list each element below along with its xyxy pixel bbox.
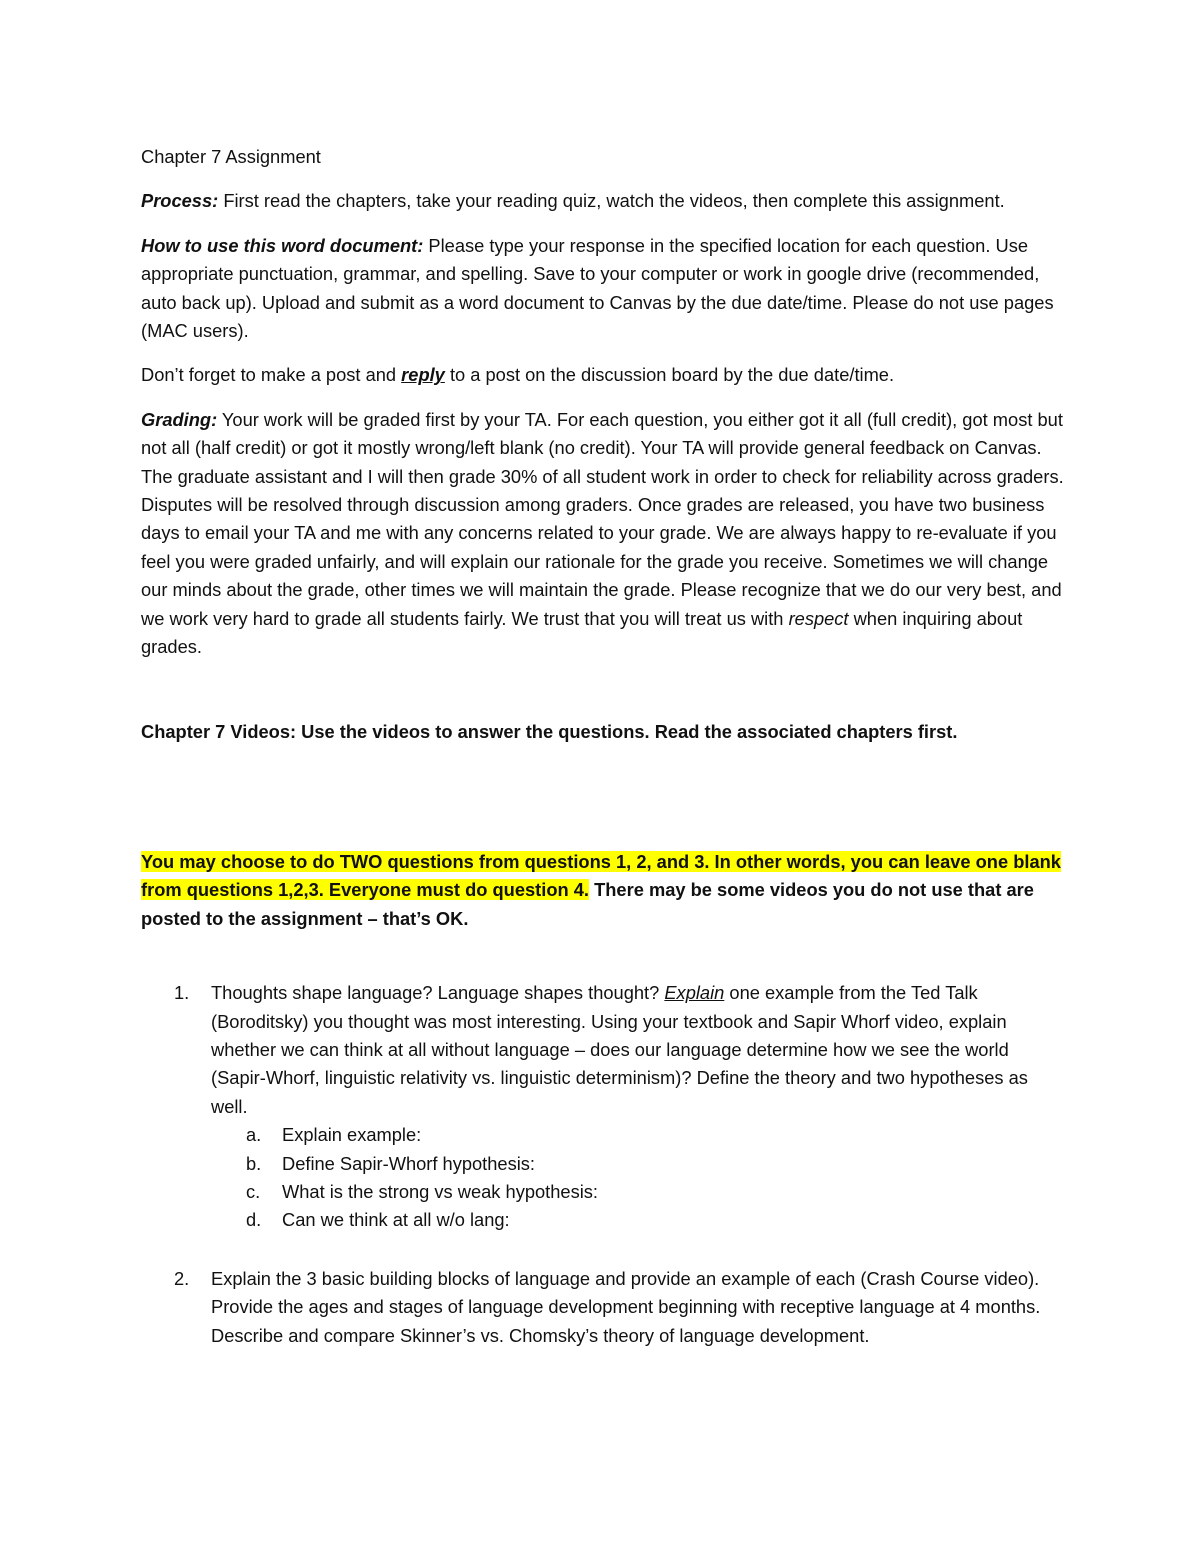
how-to-label: How to use this word document:	[141, 234, 424, 256]
sub-question-letter: c.	[246, 1180, 261, 1202]
reminder-text-before: Don’t forget to make a post and	[141, 364, 402, 386]
grading-text-1: Your work will be graded first by your TA. For each question, you either got it all (full credit), got most but not all (half credit) or got it mostly wrong/left blank (no credit). Your TA will provide general feedback on Canvas. The graduate assistant and I will then grade 30% of all student work in order to check for reliability across graders. Disputes will be resolved through discussion among graders. Once grades are released, you have two business days to email your TA and me with any concerns related to your grade. We are always happy to re-evaluate if you feel you were graded unfairly, and will explain our rationale for the grade you receive. Sometimes we will change our minds about the grade, other times we will maintain the grade. Please recognize that we do our very best, and we work very hard to grade all students fairly. We trust that you will treat us with	[141, 408, 1064, 629]
document-title: Chapter 7 Assignment	[141, 146, 321, 167]
sub-question-letter: b.	[246, 1152, 262, 1174]
grading-label: Grading:	[141, 408, 218, 430]
question-number: 2.	[174, 1267, 190, 1289]
sub-question-list	[211, 1121, 1066, 1235]
question-text-after: one example from the Ted Talk (Boroditsky) you thought was most interesting. Using your textbook and Sapir Whorf video, explain whether we can think at all without language – does our language determine how we see the world (Sapir-Whorf, linguistic relativity vs. linguistic determinism)? Define the theory and two hypotheses as well.	[211, 982, 1028, 1117]
sub-question-letter: d.	[246, 1209, 262, 1231]
question-number: 1.	[174, 982, 190, 1004]
videos-heading: Chapter 7 Videos: Use the videos to answer the questions. Read the associated chapters first.	[141, 720, 958, 742]
grading-paragraph	[141, 406, 1066, 662]
reminder-paragraph	[141, 361, 1066, 389]
sub-question-letter: a.	[246, 1124, 262, 1146]
how-to-text: Please type your response in the specified location for each question. Use appropriate punctuation, grammar, and spelling. Save to your computer or work in google drive (recommended, auto back up). Upload and submit as a word document to Canvas by the due date/time. Please do not use pages (MAC users).	[141, 234, 1054, 342]
sub-question-b	[211, 1150, 1066, 1178]
process-paragraph	[141, 187, 1066, 215]
reminder-emphasis: reply	[401, 364, 445, 386]
sub-question-text: Can we think at all w/o lang:	[282, 1209, 510, 1231]
reminder-text-after: to a post on the discussion board by the due date/time.	[444, 364, 895, 386]
question-item-2	[141, 1265, 1066, 1350]
question-list	[141, 979, 1066, 1350]
sub-question-text: Explain example:	[282, 1124, 422, 1146]
question-emphasis: Explain	[664, 982, 725, 1004]
sub-question-text: What is the strong vs weak hypothesis:	[282, 1180, 599, 1202]
sub-question-text: Define Sapir-Whorf hypothesis:	[282, 1152, 536, 1174]
sub-question-d	[211, 1206, 1066, 1234]
question-item-1	[141, 979, 1066, 1235]
notice-rest: There may be some videos you do not use that are posted to the assignment – that’s OK.	[141, 879, 1034, 929]
grading-emphasis: respect	[788, 607, 849, 629]
document-page	[141, 143, 1066, 1380]
question-choice-notice	[141, 848, 1066, 933]
question-text-before: Thoughts shape language? Language shapes thought?	[211, 982, 665, 1004]
sub-question-a	[211, 1121, 1066, 1149]
process-label: Process:	[141, 190, 219, 212]
process-text: First read the chapters, take your reading quiz, watch the videos, then complete this assignment.	[218, 190, 1005, 212]
grading-text-2: when inquiring about grades.	[141, 607, 1023, 658]
how-to-paragraph	[141, 232, 1066, 346]
sub-question-c	[211, 1178, 1066, 1206]
question-text: Explain the 3 basic building blocks of language and provide an example of each (Crash Course video). Provide the ages and stages of language development beginning with receptive language at 4 months. Describe and compare Skinner’s vs. Chomsky’s theory of language development.	[211, 1267, 1041, 1346]
highlighted-instruction: You may choose to do TWO questions from questions 1, 2, and 3. In other words, you can leave one blank from questions 1,2,3. Everyone must do question 4.	[141, 850, 1061, 901]
